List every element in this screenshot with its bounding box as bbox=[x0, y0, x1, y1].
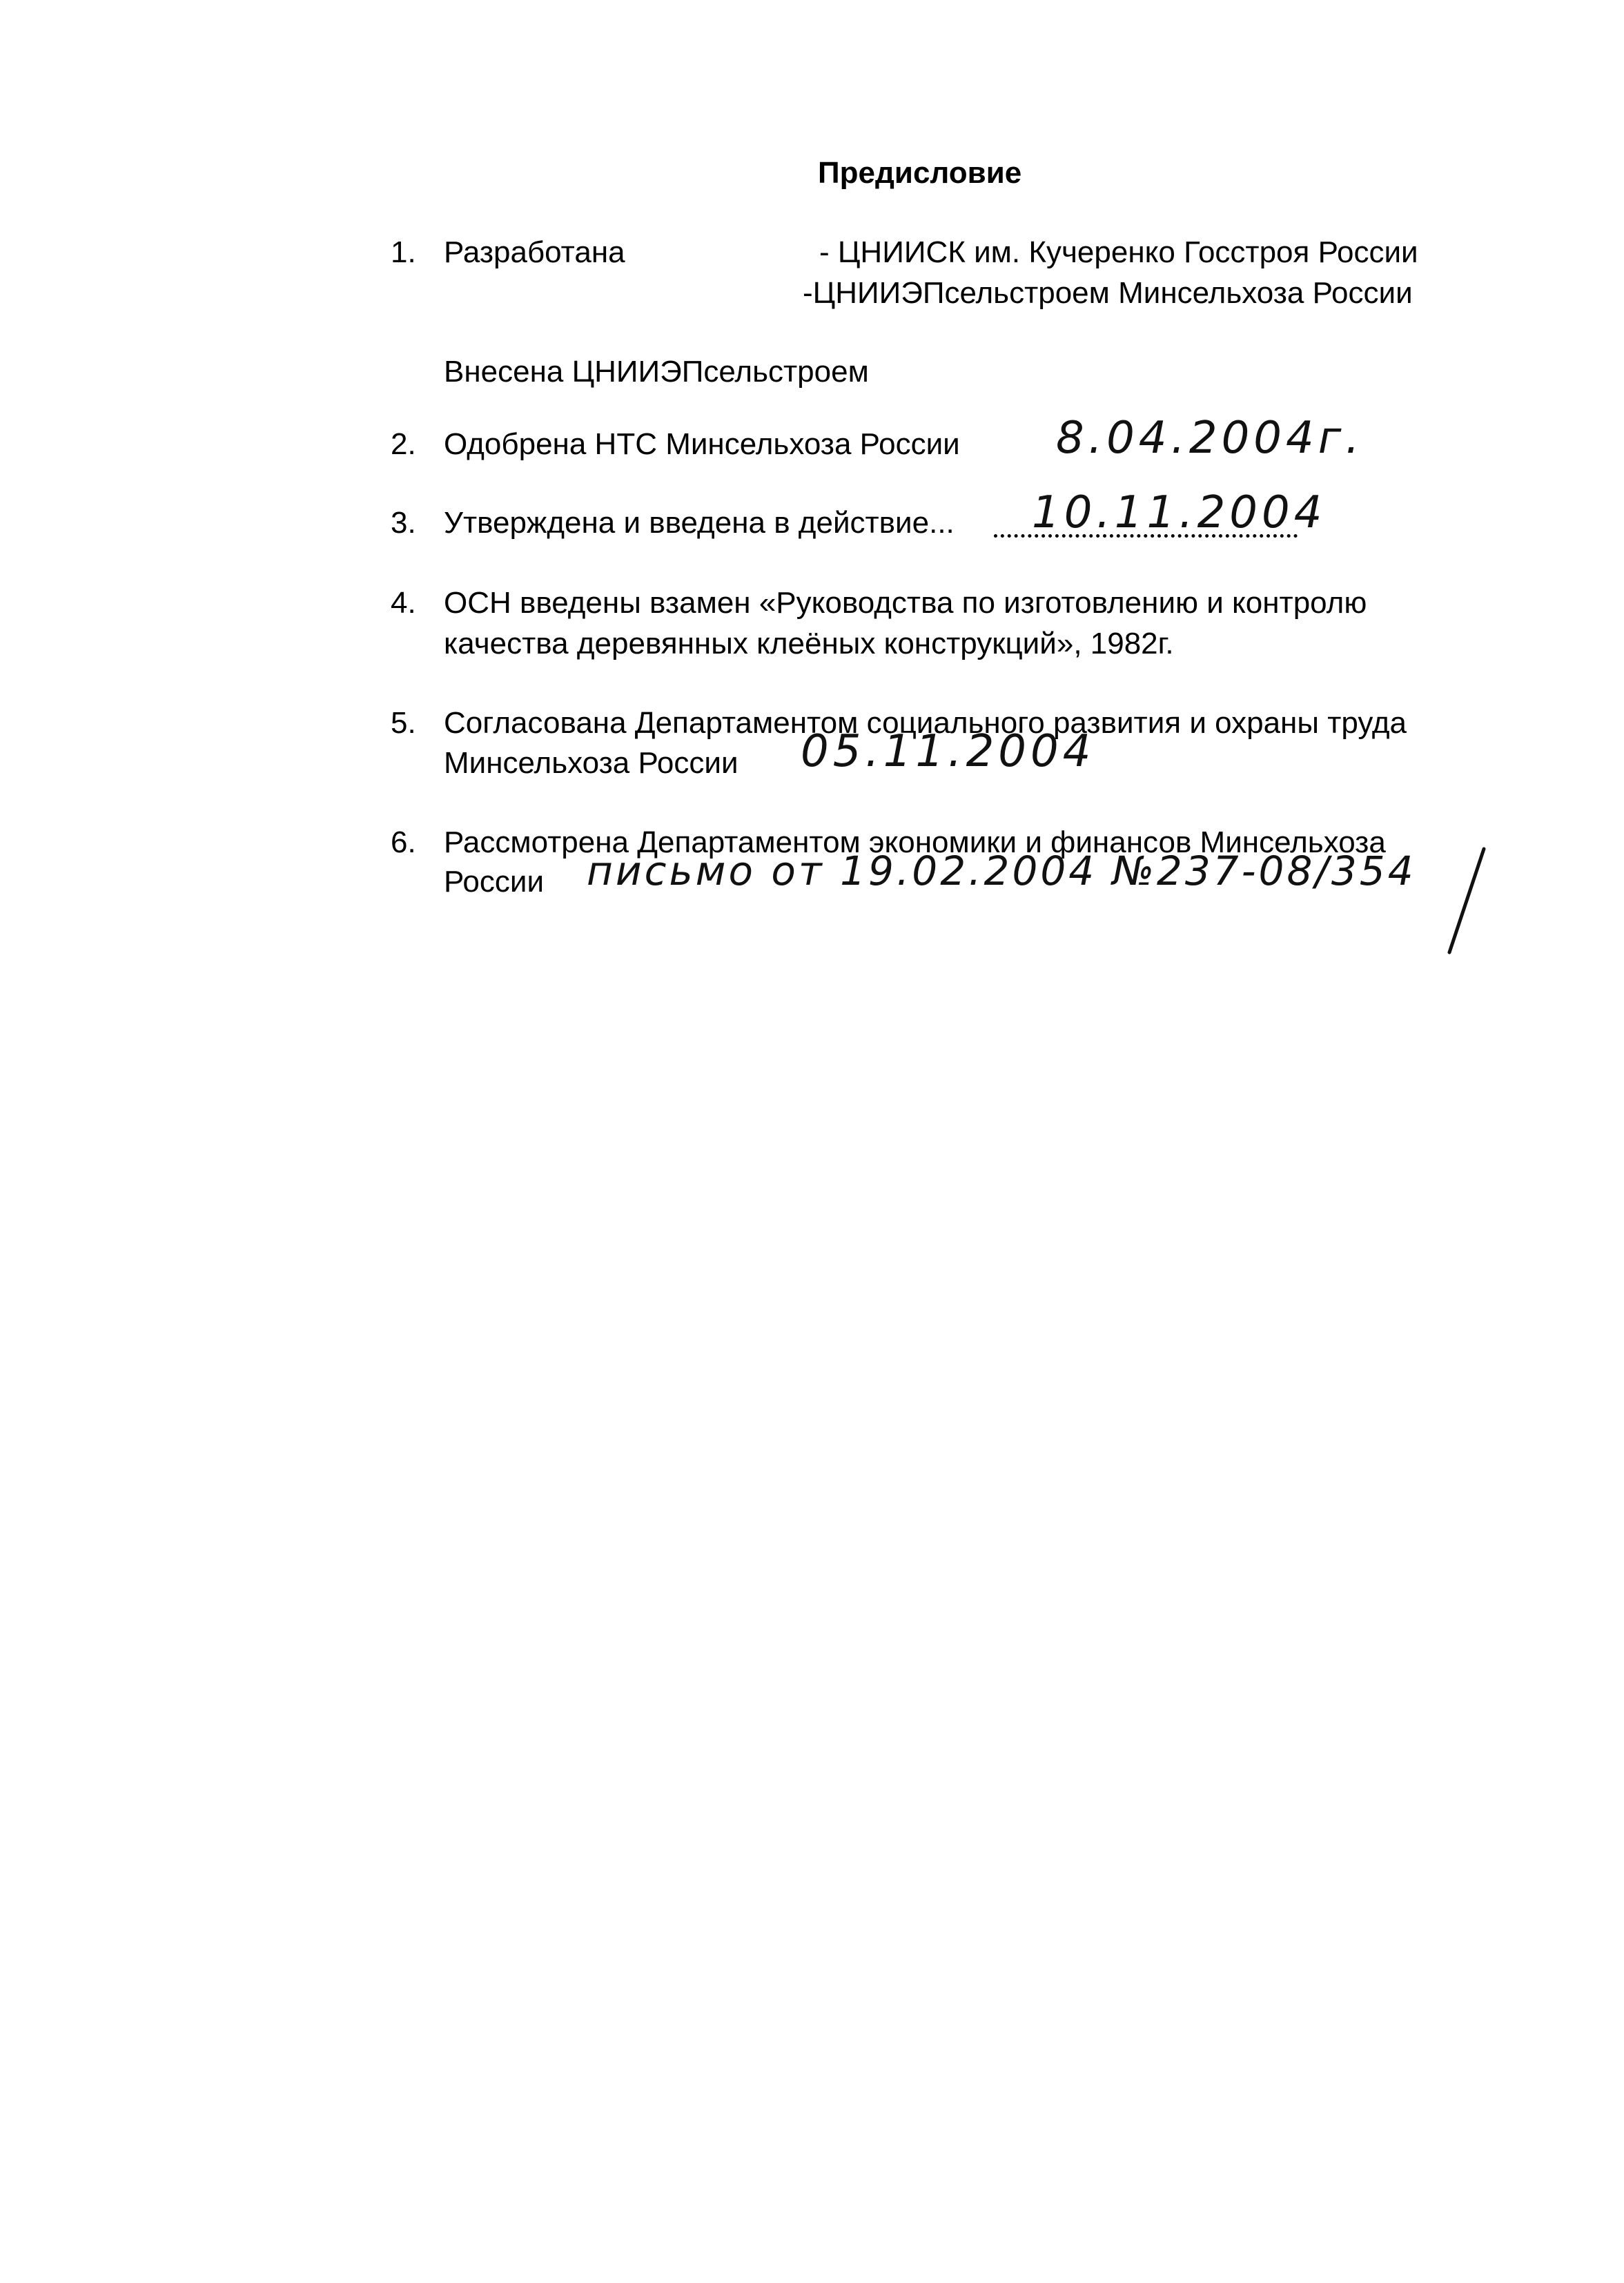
item-4-line-1: ОСН введены взамен «Руководства по изготовлению и контролю bbox=[444, 586, 1367, 620]
item-1-label: Разработана bbox=[444, 235, 625, 269]
item-3-text: Утверждена и введена в действие... bbox=[444, 506, 955, 540]
item-5-handwritten-date: 05.11.2004 bbox=[801, 726, 1095, 777]
item-2-text: Одобрена НТС Минсельхоза России bbox=[444, 427, 960, 461]
item-3-number: 3. bbox=[391, 506, 416, 540]
item-5-line-2: Минсельхоза России bbox=[444, 746, 738, 780]
item-6-handwritten-note: письмо от 19.02.2004 №237-08/354 bbox=[587, 847, 1416, 894]
item-6-number: 6. bbox=[391, 825, 416, 859]
item-4-line-2: качества деревянных клеёных конструкций», 1982г. bbox=[444, 627, 1174, 660]
item-3-handwritten-date: 10.11.2004 bbox=[1032, 487, 1327, 538]
item-1-note: Внесена ЦНИИЭПсельстроем bbox=[444, 355, 869, 389]
item-2-handwritten-date: 8.04.2004г. bbox=[1056, 413, 1364, 464]
item-6-line-2: России bbox=[444, 865, 545, 899]
page-title: Предисловие bbox=[818, 156, 1022, 190]
item-5-number: 5. bbox=[391, 706, 416, 740]
item-5-line-1: Согласована Департаментом социального развития и охраны труда bbox=[444, 706, 1407, 740]
item-6-line-1: Рассмотрена Департаментом экономики и финансов Минсельхоза bbox=[444, 825, 1386, 859]
fill-in-dots bbox=[994, 531, 1298, 538]
item-4-number: 4. bbox=[391, 586, 416, 620]
item-2-number: 2. bbox=[391, 427, 416, 461]
handwritten-slash-stroke bbox=[1436, 842, 1505, 966]
item-1-developer-2: -ЦНИИЭПсельстроем Минсельхоза России bbox=[803, 276, 1413, 310]
item-1-developer-1: - ЦНИИСК им. Кучеренко Госстроя России bbox=[819, 235, 1418, 269]
item-1-number: 1. bbox=[391, 235, 416, 269]
